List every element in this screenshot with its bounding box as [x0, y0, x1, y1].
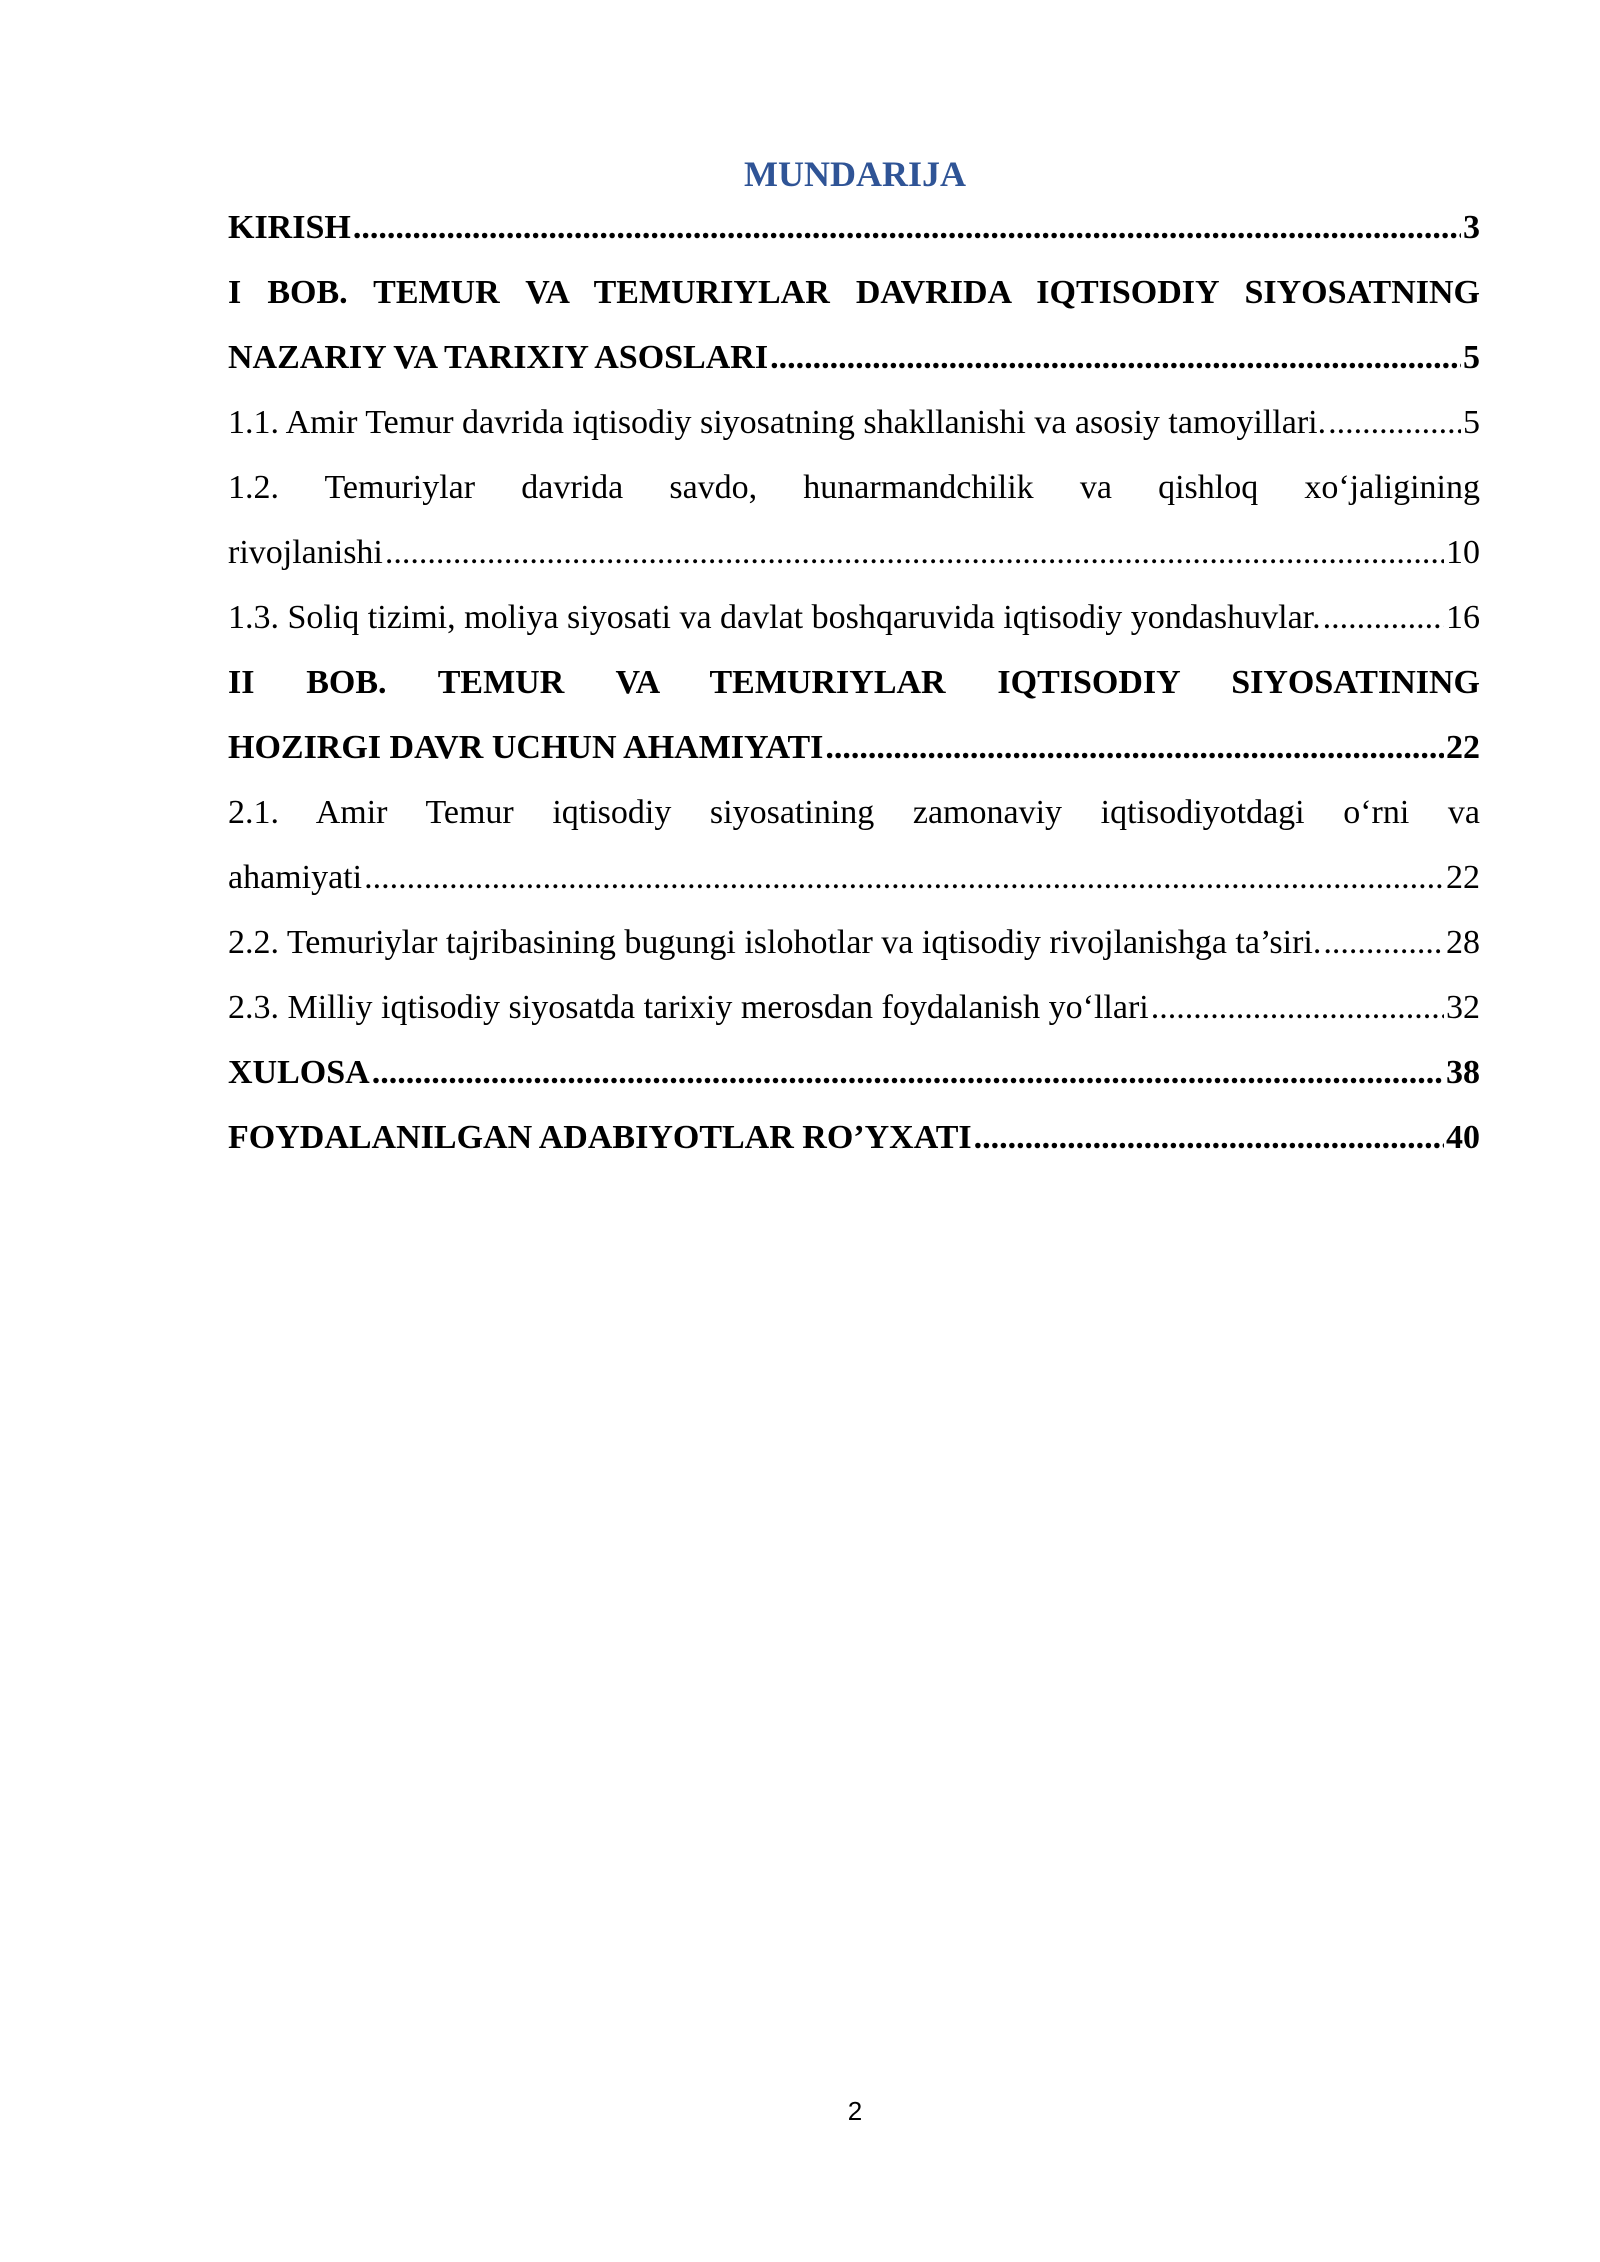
- toc-entry[interactable]: [228, 585, 1480, 650]
- toc-dot-leader: [1151, 975, 1444, 1040]
- toc-entry-label: KIRISH: [228, 209, 351, 246]
- toc-dot-leader: [364, 845, 1444, 910]
- toc-entry-last-line: [228, 845, 1480, 910]
- table-of-contents: [228, 195, 1480, 1170]
- toc-entry[interactable]: [228, 1040, 1480, 1105]
- toc-entry-label: rivojlanishi: [228, 534, 383, 571]
- toc-entry[interactable]: [228, 780, 1480, 910]
- toc-page-number: 16: [1446, 599, 1480, 636]
- toc-entry-last-line: [228, 975, 1480, 1040]
- toc-entry[interactable]: [228, 650, 1480, 780]
- toc-page-number: 32: [1446, 989, 1480, 1026]
- toc-page-number: 40: [1446, 1119, 1480, 1156]
- toc-page-number: 5: [1463, 339, 1480, 376]
- toc-entry-last-line: [228, 520, 1480, 585]
- toc-page-number: 5: [1463, 404, 1480, 441]
- toc-title: MUNDARIJA: [744, 154, 966, 194]
- toc-entry-label: 1.3. Soliq tizimi, moliya siyosati va davlat boshqaruvida iqtisodiy yondashuvlar.: [228, 599, 1321, 636]
- toc-entry-line: I BOB. TEMUR VA TEMURIYLAR DAVRIDA IQTISODIY SIYOSATNING: [228, 274, 1480, 311]
- toc-dot-leader: [1323, 910, 1444, 975]
- toc-entry-label: 2.3. Milliy iqtisodiy siyosatda tarixiy merosdan foydalanish yo‘llari: [228, 989, 1149, 1026]
- toc-entry[interactable]: [228, 1105, 1480, 1170]
- toc-dot-leader: [825, 715, 1444, 780]
- toc-page-number: 22: [1446, 729, 1480, 766]
- toc-dot-leader: [1328, 390, 1461, 455]
- toc-entry[interactable]: [228, 975, 1480, 1040]
- toc-entry-line: 2.1. Amir Temur iqtisodiy siyosatining zamonaviy iqtisodiyotdagi o‘rni va: [228, 794, 1480, 831]
- toc-entry-last-line: [228, 910, 1480, 975]
- toc-entry-last-line: [228, 1040, 1480, 1105]
- toc-dot-leader: [353, 195, 1461, 260]
- toc-entry-last-line: [228, 1105, 1480, 1170]
- toc-entry-label: ahamiyati: [228, 859, 363, 896]
- toc-entry[interactable]: [228, 195, 1480, 260]
- toc-entry-label: 2.2. Temuriylar tajribasining bugungi islohotlar va iqtisodiy rivojlanishga ta’siri.: [228, 924, 1322, 961]
- toc-page-number: 22: [1446, 859, 1480, 896]
- toc-entry[interactable]: [228, 260, 1480, 390]
- toc-entry-label: FOYDALANILGAN ADABIYOTLAR RO’YXATI: [228, 1119, 972, 1156]
- toc-entry-label: HOZIRGI DAVR UCHUN AHAMIYATI: [228, 729, 824, 766]
- toc-page-number: 10: [1446, 534, 1480, 571]
- toc-dot-leader: [385, 520, 1444, 585]
- toc-entry-last-line: [228, 325, 1480, 390]
- toc-dot-leader: [974, 1105, 1444, 1170]
- page-number: 2: [847, 2096, 863, 2126]
- toc-entry-last-line: [228, 390, 1480, 455]
- toc-page-number: 3: [1463, 209, 1480, 246]
- toc-entry-line: 1.2. Temuriylar davrida savdo, hunarmandchilik va qishloq xo‘jaligining: [228, 469, 1480, 506]
- toc-entry-line: II BOB. TEMUR VA TEMURIYLAR IQTISODIY SIYOSATINING: [228, 664, 1480, 701]
- toc-dot-leader: [770, 325, 1461, 390]
- toc-entry-last-line: [228, 585, 1480, 650]
- toc-entry[interactable]: [228, 910, 1480, 975]
- toc-entry-last-line: [228, 715, 1480, 780]
- toc-entry[interactable]: [228, 390, 1480, 455]
- toc-page-number: 28: [1446, 924, 1480, 961]
- toc-entry[interactable]: [228, 455, 1480, 585]
- toc-dot-leader: [372, 1040, 1444, 1105]
- toc-page-number: 38: [1446, 1054, 1480, 1091]
- toc-entry-label: NAZARIY VA TARIXIY ASOSLARI: [228, 339, 769, 376]
- toc-dot-leader: [1323, 585, 1444, 650]
- toc-entry-label: XULOSA: [228, 1054, 370, 1091]
- toc-entry-label: 1.1. Amir Temur davrida iqtisodiy siyosatning shakllanishi va asosiy tamoyillari.: [228, 404, 1327, 441]
- toc-entry-last-line: [228, 195, 1480, 260]
